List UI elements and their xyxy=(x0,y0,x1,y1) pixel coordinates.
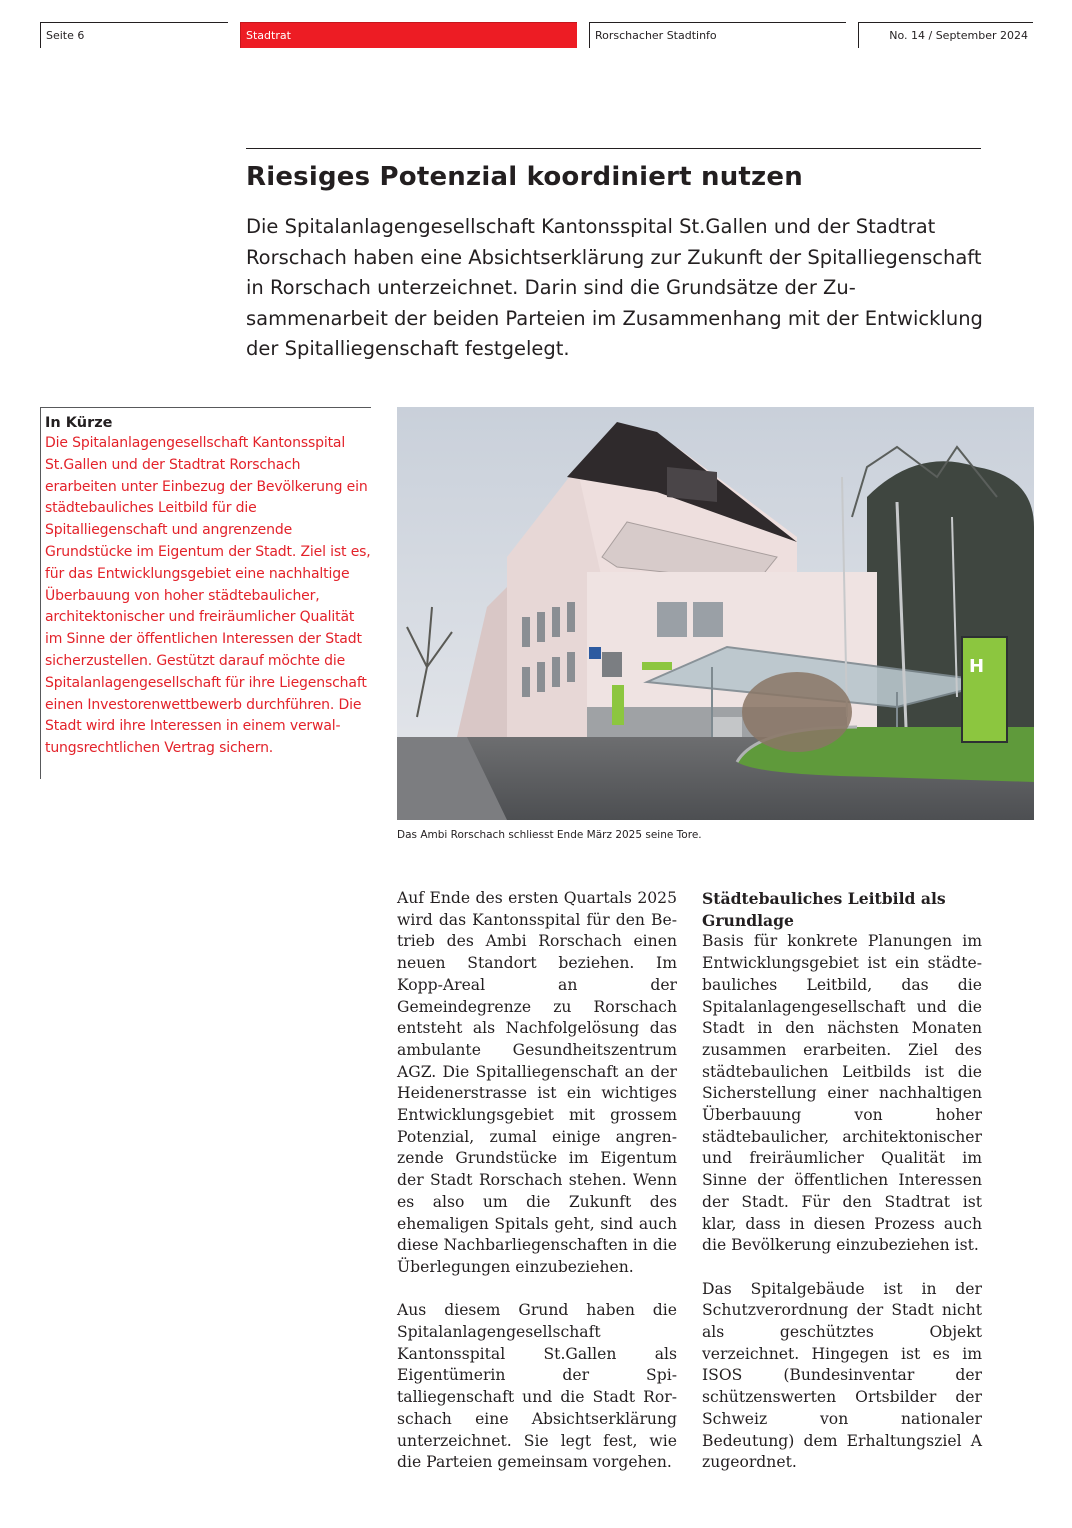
photo-caption: Das Ambi Rorschach schliesst Ende März 2025 seine Tore. xyxy=(397,829,702,841)
headline-rule xyxy=(246,148,981,149)
summary-box xyxy=(40,407,371,779)
sign-logo: H xyxy=(969,656,985,677)
body-paragraph: Aus diesem Grund haben die Spitalanlagengesellschaft Kantonsspital St.Gallen als Eigentümerin der Spitalliegenschaft und die Stadt Rorschach eine Absichtserklärung unterzeichnet. Sie legt fest, wie die Parteien gemeinsam vorgehen. xyxy=(397,1301,677,1472)
body-column-right xyxy=(702,888,982,1496)
window xyxy=(552,657,560,687)
body-paragraph: Basis für konkrete Planungen im Entwicklungsgebiet ist ein städtebauliches Leitbild, das die Spitalanlagengesellschaft und die Stadt in den nächsten Monaten zusammen erarbeiten. Ziel des städtebaulichen Leitbilds ist die Sicherstellung einer nachhaltigen Überbauung von hoher städtebaulicher, architektonischer und freiräumlicher Qualität im Sinne der öffentlichen Interessen der Stadt. Für den Stadtrat ist klar, dass in diesen Prozess auch die Bevölkerung einzubeziehen ist. xyxy=(702,932,982,1255)
window xyxy=(567,602,575,632)
body-column-left xyxy=(397,888,677,1496)
body-paragraph: Auf Ende des ersten Quartals 2025 wird das Kantonsspital für den Betrieb des Ambi Rorschach einen neuen Standort beziehen. Im Kopp-Areal an der Gemeindegrenze zu Rorschach entsteht als Nachfolgelösung das ambulante Gesundheitszentrum AGZ. Die Spitalliegenschaft an der Heidenerstrasse ist ein wichtiges Entwicklungsgebiet mit grossem Potenzial, zumal einige angrenzende Grundstücke im Eigentum der Stadt Rorschach stehen. Wenn es also um die Zukunft des ehemaligen Spitals geht, sind auch diese Nachbarliegenschaften in die Überlegungen einzubeziehen. xyxy=(397,889,677,1276)
article-photo xyxy=(397,407,1034,820)
hospital-building-illustration xyxy=(397,407,1034,820)
small-green-sign xyxy=(612,685,624,725)
window xyxy=(537,662,545,692)
subheading: Städtebauliches Leitbild als Grundlage xyxy=(702,889,946,930)
section-label: Stadtrat xyxy=(240,22,577,48)
shrub xyxy=(742,672,852,752)
article-lead: Die Spitalanlagengesellschaft Kantonsspital St.Gallen und der Stadtrat Rorschach haben eine Absichtserklärung zur Zukunft der Spitalliegenschaft in Rorschach unterzeichnet. Darin sind die Grundsätze der Zusammenarbeit der beiden Parteien im Zusammenhang mit der Entwicklung der Spitalliegenschaft festgelegt. xyxy=(246,215,983,360)
window xyxy=(522,667,530,697)
window xyxy=(522,617,530,647)
dormer xyxy=(667,467,717,502)
article-headline: Riesiges Potenzial koordiniert nutzen xyxy=(246,162,803,192)
window xyxy=(657,602,687,637)
body-paragraph: Das Spitalgebäude ist in der Schutzverordnung der Stadt nicht als geschütztes Objekt verzeichnet. Hingegen ist es im ISOS (Bundesinventar der schützenswerten Ortsbilder der Schweiz von nationaler Bedeutung) dem Erhaltungsziel A zugeordnet. xyxy=(702,1279,982,1472)
window xyxy=(552,607,560,637)
parking-sign-icon xyxy=(589,647,601,659)
page-number: Seite 6 xyxy=(40,22,228,48)
window xyxy=(537,612,545,642)
window xyxy=(602,652,622,677)
window xyxy=(693,602,723,637)
entrance-sign xyxy=(642,662,672,670)
summary-text: Die Spitalanlagengesellschaft Kantonsspital St.Gallen und der Stadtrat Rorschach erarbeiten unter Einbezug der Bevölkerung ein städtebauliches Leitbild für die Spitalliegenschaft und angrenzende Grundstücke im Eigentum der Stadt. Ziel ist es, für das Entwicklungsgebiet eine nachhaltige Überbauung von hoher städtebaulicher, architektonischer und freiräumlicher Qualität im Sinne der öffentlichen Interessen der Stadt sicherzustellen. Gestützt darauf möchte die Spitalanlagengesellschaft für ihre Liegenschaft einen Investorenwettbewerb durchführen. Die Stadt wird ihre Interessen in einem verwaltungsrechtlichen Vertrag sichern. xyxy=(45,435,371,757)
publication-name: Rorschacher Stadtinfo xyxy=(589,22,846,48)
window xyxy=(567,652,575,682)
green-hospital-sign xyxy=(962,637,1007,742)
issue-label: No. 14 / September 2024 xyxy=(858,22,1033,48)
summary-title: In Kürze xyxy=(45,415,113,431)
